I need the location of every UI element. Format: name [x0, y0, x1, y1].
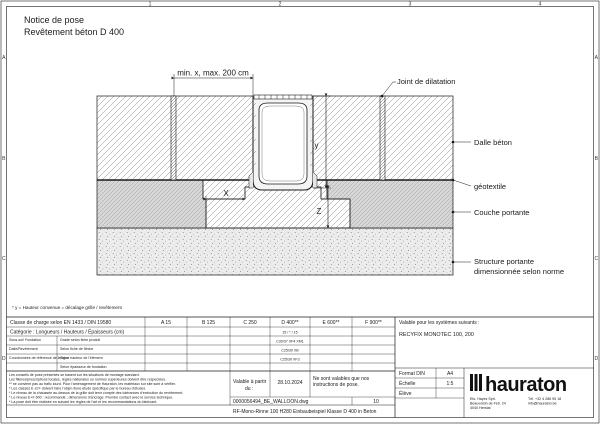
d400-concrete-2: C25/30 XB	[281, 348, 299, 353]
col-marker-2: 2	[278, 1, 282, 8]
label-dalle	[452, 138, 512, 147]
dimension-y-label: y	[314, 141, 319, 150]
legal-line-7: * La pose doit être réalisée en suivant les règles de l'art et les recommandations du fabricant.	[9, 400, 158, 404]
left-row-value-2: Selon fiche de flèche	[60, 347, 94, 351]
dimension-z-label: Z	[316, 207, 322, 216]
address-line-2: Beauvoisin de Feb. 24	[470, 401, 506, 406]
left-row-label-3: Coordonnées de référence de la ligne	[9, 356, 70, 360]
legal-line-3: ** ne convient pas au trafic lourd. Pour l'aménagement de Hauraton, les matériaux sur site sont à vérifier.	[9, 382, 176, 386]
revision-number: 10	[373, 399, 379, 405]
drawing-description: RF-Mono-Rinne 100 H280 Einbaubeispiel Klasse D 400 in Beton	[233, 409, 377, 415]
left-row-value-3: Selon hauteur de l'élément	[60, 356, 103, 360]
drawing-file: 0000056494_BE_WALLOON.dwg	[233, 399, 309, 405]
structure-layer	[97, 228, 453, 275]
label-couche	[452, 208, 530, 217]
row-desc-load-class: Classe de charge selon EN 1433 / DIN 19580	[10, 320, 112, 326]
row-marker-d-right: D	[594, 356, 599, 362]
label-joint	[381, 77, 456, 97]
d400-dims: 15 / * / 15	[282, 330, 298, 335]
legal-line-5: * Le niveau de la chaussée au-dessus de la grille doit tenir compte des tolérances d'exécution du revêtement.	[9, 391, 184, 395]
row-marker-a-right: A	[594, 55, 598, 61]
footnote: * y = Hauteur convenue = décalage grille / revêtement	[12, 305, 122, 310]
row-marker-c-right: C	[594, 256, 599, 262]
title-line-2: Revêtement béton D 400	[24, 27, 125, 37]
d400-concrete-1: C30/37 XF4 XM1	[276, 339, 304, 344]
valid-from-date: 28.10.2024	[277, 380, 303, 386]
class-a15: A 15	[160, 320, 172, 326]
col-marker-1: 1	[148, 1, 152, 8]
hauraton-logo-icon	[470, 374, 482, 391]
left-row-value-1: Grade selon fiche produit	[60, 338, 101, 342]
expansion-joint-left	[171, 96, 176, 180]
row-desc-category: Catégorie : Longueurs / Hauteurs / Épaisseurs (cm)	[10, 329, 125, 336]
title-block	[7, 317, 594, 418]
col-marker-4: 4	[538, 1, 542, 8]
label-structure	[452, 257, 564, 276]
install-note-2: instructions de pose.	[313, 382, 359, 388]
label-geotextile	[452, 179, 506, 191]
install-note-1: Ne sont valables que nos	[313, 376, 370, 382]
d400-concrete-3: C25/30 XF3	[280, 357, 300, 362]
base-layer	[97, 180, 206, 228]
format-label: Format DIN	[399, 371, 425, 377]
legal-line-4: * Les classes E et F doivent faire l'objet d'une étude spécifique par le bureau d'études.	[9, 386, 147, 391]
address-line-3: 4040 Herstal	[470, 406, 491, 410]
class-c250: C 250	[243, 320, 257, 326]
label-couche-text: Couche portante	[474, 208, 530, 217]
hauraton-logo	[470, 374, 567, 396]
col-marker-3: 3	[408, 1, 412, 8]
channel-inner	[259, 103, 307, 184]
legal-line-6: * Le niveau E+F 600 : recommandé ; dimensions d'ancrage: Prendre contact avec le service technique.	[9, 395, 174, 400]
class-b125: B 125	[201, 320, 216, 326]
expansion-joint-right	[380, 96, 385, 180]
address-line-1: Ets. Hayez Sprl.	[470, 397, 496, 401]
valid-for-label: Valable pour les systèmes suivants :	[399, 320, 480, 326]
cross-section	[97, 95, 453, 275]
row-marker-c: C	[1, 256, 6, 262]
dimension-x-label: X	[223, 189, 229, 198]
class-d400: D 400**	[281, 320, 299, 326]
legal-line-1: Les conseils de pose présentés se basent sur les situations de montage standard.	[9, 373, 140, 377]
label-joint-text: Joint de dilatation	[397, 77, 456, 86]
format-value: A4	[446, 371, 454, 377]
contact-line-2: info@hauraton.be	[528, 401, 557, 406]
row-marker-a: A	[2, 55, 6, 61]
brand-name: hauraton	[485, 374, 567, 396]
label-structure-text-1: Structure portante	[474, 257, 535, 266]
left-row-label-1: Sous-sol/ Fondation	[9, 338, 41, 342]
left-row-label-2: Dalle/Revêtement	[9, 347, 38, 351]
class-e600: E 600**	[322, 320, 340, 326]
row-marker-b: B	[2, 156, 6, 162]
label-geotextile-text: géotextile	[474, 182, 507, 191]
valid-from-label: Valable à partir	[233, 379, 267, 385]
scale-value: 1:5	[446, 381, 454, 387]
left-row-value-4: Selon épaisseur de fondation	[60, 365, 107, 369]
row-marker-d: D	[1, 356, 6, 362]
dimension-width	[174, 69, 253, 97]
valid-for-value: RECYFIX MONOTEC 100, 200	[399, 332, 474, 338]
label-dalle-text: Dalle béton	[474, 138, 512, 147]
label-structure-text-2: dimensionnée selon norme	[474, 267, 565, 276]
dimension-width-label: min. x, max. 200 cm	[177, 68, 249, 78]
contact-line-1: Tél. +32 4 286 95 18	[528, 397, 562, 401]
row-marker-b-right: B	[594, 156, 598, 162]
valid-from-label-2: du :	[245, 386, 254, 392]
status-label: Élève	[399, 391, 412, 397]
title-line-1: Notice de pose	[24, 15, 85, 25]
legal-line-2: Les filières/prescriptions locales, règles nationales ou normes supérieures doivent être respectées.	[9, 377, 167, 382]
class-f900: F 900**	[365, 320, 382, 326]
scale-label: Échelle	[399, 381, 416, 387]
